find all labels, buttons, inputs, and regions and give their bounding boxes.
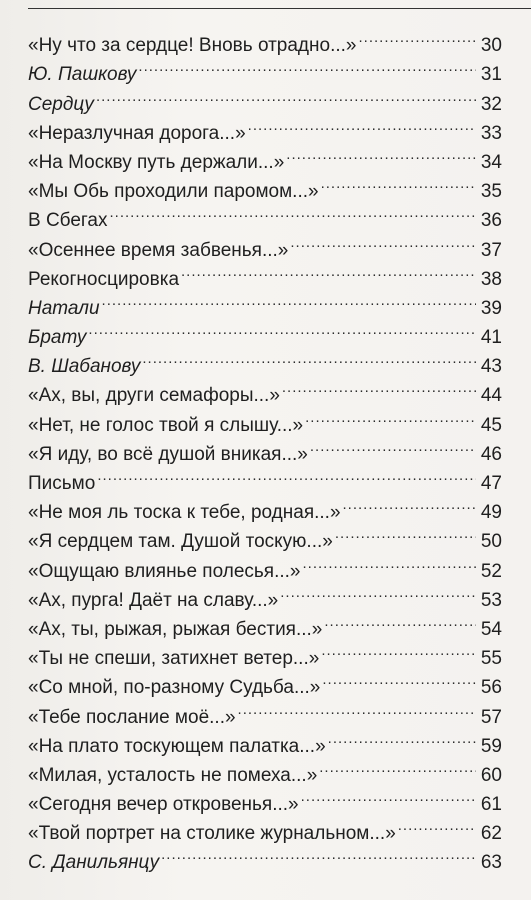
dot-leader xyxy=(161,839,476,868)
toc-entry-title: «Сегодня вечер откровенья...» xyxy=(28,794,299,816)
table-of-contents xyxy=(28,22,502,874)
toc-entry xyxy=(28,343,502,378)
dot-leader xyxy=(110,197,477,226)
toc-entry xyxy=(28,80,502,115)
toc-entry-title: Письмо xyxy=(28,473,96,494)
dot-leader xyxy=(290,226,476,255)
toc-entry-title: Рекогносцировка xyxy=(28,268,180,290)
dot-leader xyxy=(310,431,476,460)
toc-entry-page-number: 31 xyxy=(480,64,502,86)
dot-leader xyxy=(102,285,476,314)
toc-entry-title: С. Данильянцу xyxy=(28,852,160,874)
toc-entry-page-number: 59 xyxy=(480,735,502,757)
toc-entry-page-number: 63 xyxy=(480,852,502,874)
dot-leader xyxy=(324,606,476,635)
toc-entry-page-number: 36 xyxy=(480,210,502,232)
dot-leader xyxy=(322,664,476,693)
dot-leader xyxy=(138,51,476,80)
dot-leader xyxy=(286,139,476,168)
toc-entry-page-number: 33 xyxy=(480,122,502,144)
dot-leader xyxy=(282,372,476,401)
toc-entry-page-number: 45 xyxy=(480,414,502,436)
dot-leader xyxy=(96,80,476,109)
toc-entry-page-number: 46 xyxy=(480,443,502,465)
toc-entry-title: «Ты не спеши, затихнет ветер...» xyxy=(28,648,320,670)
toc-entry-title: «Милая, усталость не помеха...» xyxy=(28,764,318,786)
dot-leader xyxy=(88,314,476,343)
top-rule xyxy=(28,8,531,9)
toc-entry-title: «Ах, пурга! Даёт на славу...» xyxy=(28,589,279,611)
toc-entry-page-number: 60 xyxy=(480,764,502,786)
toc-entry-title: «Ощущаю влиянье полесья...» xyxy=(28,560,301,582)
dot-leader xyxy=(301,781,476,810)
toc-entry-title: «На Москву путь держали...» xyxy=(28,151,285,173)
toc-entry-page-number: 54 xyxy=(480,618,502,640)
toc-entry-title: Брату xyxy=(28,327,87,349)
toc-entry xyxy=(28,489,502,524)
toc-entry xyxy=(28,110,502,144)
toc-entry-page-number: 38 xyxy=(480,268,502,290)
dot-leader xyxy=(358,22,476,51)
dot-leader xyxy=(280,577,476,606)
toc-entry-page-number: 52 xyxy=(480,560,502,582)
toc-entry-page-number: 35 xyxy=(480,181,502,203)
toc-entry-title: «На плато тоскующем палатка...» xyxy=(28,735,326,757)
toc-entry-page-number: 57 xyxy=(480,706,502,728)
toc-entry-page-number: 34 xyxy=(480,151,502,173)
dot-leader xyxy=(238,693,476,722)
toc-entry-page-number: 50 xyxy=(480,531,502,553)
toc-entry-page-number: 32 xyxy=(480,93,502,115)
toc-entry-page-number: 39 xyxy=(480,297,502,319)
toc-entry-page-number: 62 xyxy=(480,823,502,845)
dot-leader xyxy=(328,723,476,752)
toc-entry-title: «Ах, вы, други семафоры...» xyxy=(28,385,280,407)
toc-entry-title: Ю. Пашкову xyxy=(28,64,137,86)
toc-entry-title: «Со мной, по-разному Судьба...» xyxy=(28,677,321,699)
dot-leader xyxy=(398,810,476,839)
toc-entry xyxy=(28,460,502,494)
dot-leader xyxy=(319,752,476,781)
toc-entry-page-number: 41 xyxy=(480,327,502,349)
toc-entry-title: «Неразлучная дорога...» xyxy=(28,122,246,144)
toc-entry-title: В. Шабанову xyxy=(28,356,141,378)
toc-entry-title: «Я сердцем там. Душой тоскую...» xyxy=(28,531,333,553)
toc-entry-page-number: 43 xyxy=(480,356,502,378)
toc-entry-title: «Твой портрет на столике журнальном...» xyxy=(28,823,396,845)
toc-entry-title: Сердцу xyxy=(28,93,94,115)
toc-entry-page-number: 30 xyxy=(480,35,502,57)
dot-leader xyxy=(343,489,476,518)
dot-leader xyxy=(97,460,476,489)
toc-entry-page-number: 47 xyxy=(480,473,502,494)
toc-entry-page-number: 53 xyxy=(480,589,502,611)
dot-leader xyxy=(305,401,476,430)
toc-entry-title: «Тебе послание моё...» xyxy=(28,706,236,728)
toc-entry-title: «Ну что за сердце! Вновь отрадно...» xyxy=(28,35,357,57)
dot-leader xyxy=(321,168,476,197)
toc-entry-page-number: 61 xyxy=(480,794,502,816)
toc-entry-page-number: 44 xyxy=(480,385,502,407)
dot-leader xyxy=(181,256,476,285)
toc-entry-title: В Сбегах xyxy=(28,210,108,232)
dot-leader xyxy=(303,547,477,576)
toc-entry-title: «Не моя ль тоска к тебе, родная...» xyxy=(28,502,341,524)
toc-entry-title: «Ах, ты, рыжая, рыжая бестия...» xyxy=(28,618,323,640)
dot-leader xyxy=(335,518,476,547)
toc-entry-page-number: 49 xyxy=(480,502,502,524)
dot-leader xyxy=(321,635,476,664)
toc-entry xyxy=(28,314,502,349)
dot-leader xyxy=(248,110,476,139)
toc-entry-page-number: 37 xyxy=(480,239,502,261)
toc-entry-page-number: 55 xyxy=(480,648,502,670)
dot-leader xyxy=(142,343,476,372)
toc-entry-page-number: 56 xyxy=(480,677,502,699)
toc-entry-title: «Нет, не голос твой я слышу...» xyxy=(28,414,304,436)
toc-entry-title: Натали xyxy=(28,297,100,319)
toc-entry-title: «Я иду, во всё душой вникая...» xyxy=(28,443,308,465)
toc-entry-title: «Мы Обь проходили паромом...» xyxy=(28,181,319,203)
toc-entry-title: «Осеннее время забвенья...» xyxy=(28,239,289,261)
toc-entry xyxy=(28,22,502,57)
